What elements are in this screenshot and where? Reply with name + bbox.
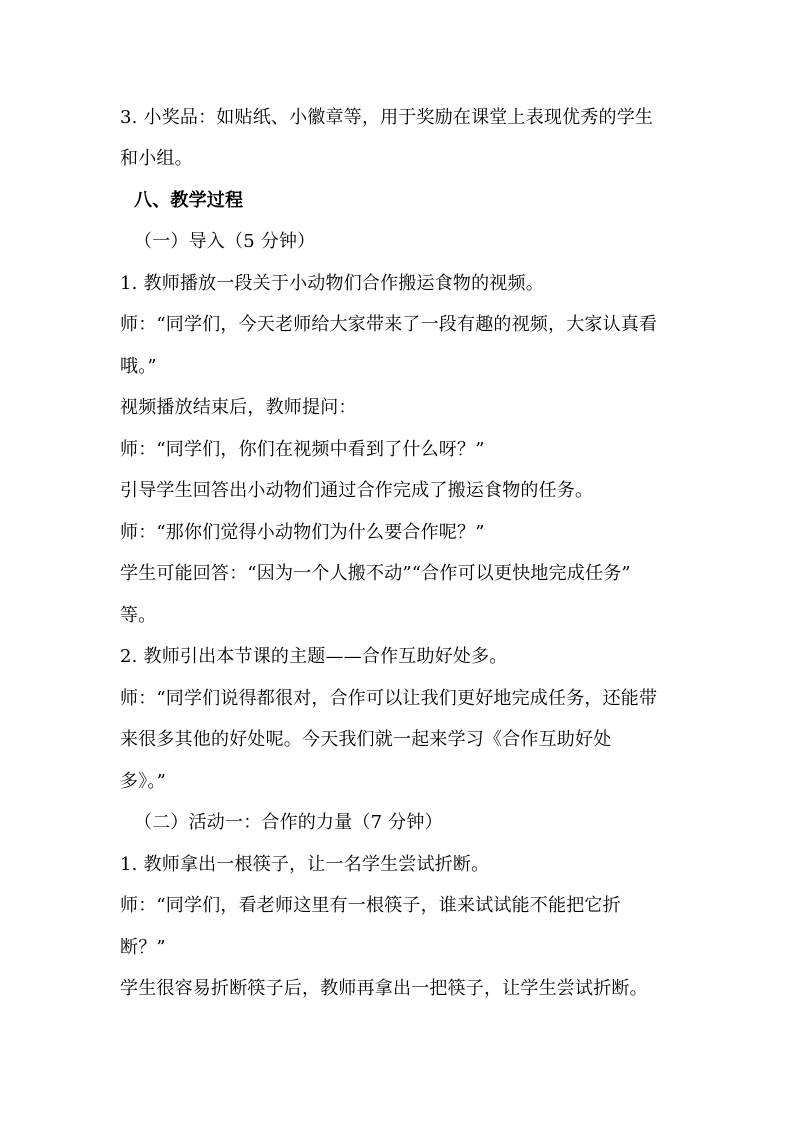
paragraph-line: 学生可能回答：“因为一个人搬不动”“合作可以更快地完成任务” (120, 563, 631, 584)
paragraph-line: 师：“同学们说得都很对，合作可以让我们更好地完成任务，还能带 (120, 688, 658, 709)
paragraph-line: 等。 (120, 605, 157, 626)
subsection-heading-intro: （一）导入（5 分钟） (134, 231, 316, 252)
paragraph-line: 引导学生回答出小动物们通过合作完成了搬运食物的任务。 (120, 480, 594, 501)
paragraph-line: 师：“同学们，今天老师给大家带来了一段有趣的视频，大家认真看 (120, 314, 658, 335)
paragraph-line: 多》。” (120, 771, 167, 792)
paragraph-line: 1. 教师播放一段关于小动物们合作搬运食物的视频。 (120, 273, 544, 294)
paragraph-line: 师：“同学们，你们在视频中看到了什么呀？” (120, 439, 485, 460)
section-heading-teaching-process: 八、教学过程 (134, 190, 244, 211)
paragraph-line: 视频播放结束后，教师提问： (120, 397, 357, 418)
paragraph-line: 师：“同学们，看老师这里有一根筷子，谁来试试能不能把它折 (120, 895, 621, 916)
paragraph-line: 断？” (120, 937, 166, 958)
paragraph-line: 学生很容易折断筷子后，教师再拿出一把筷子，让学生尝试折断。 (120, 978, 648, 999)
materials-item-3-cont: 和小组。 (120, 148, 193, 169)
paragraph-line: 1. 教师拿出一根筷子，让一名学生尝试折断。 (120, 854, 490, 875)
paragraph-line: 师：“那你们觉得小动物们为什么要合作呢？” (120, 522, 485, 543)
paragraph-line: 2. 教师引出本节课的主题——合作互助好处多。 (120, 646, 508, 667)
subsection-heading-activity-one: （二）活动一：合作的力量（7 分钟） (134, 812, 443, 833)
materials-item-3: 3. 小奖品：如贴纸、小徽章等，用于奖励在课堂上表现优秀的学生 (120, 107, 654, 128)
paragraph-line: 哦。” (120, 356, 157, 377)
paragraph-line: 来很多其他的好处呢。今天我们就一起来学习《合作互助好处 (120, 729, 612, 750)
